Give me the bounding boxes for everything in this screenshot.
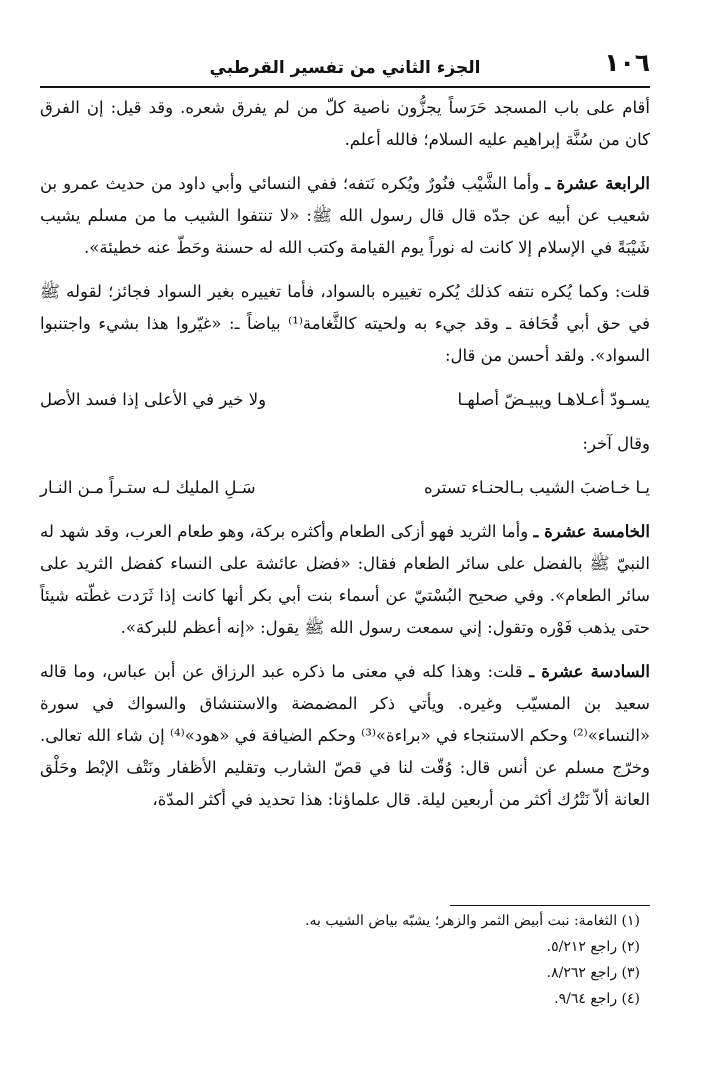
verse-2-first-hemistich: يـا خـاضبَ الشيب بـالحنـاء تستره	[424, 478, 650, 497]
footnote-rule	[450, 905, 650, 906]
paragraph-3: قلت: وكما يُكره نتفه كذلك يُكره تغييره بالسواد، فأما تغييره بغير السواد فجائز؛ لقوله ﷺ في حق أبي قُحَافة ـ وقد جيء به ولحيته كالثَّغامة⁽¹⁾ بياضاً ـ: «غيّروا هذا بشيء واجتنبوا السواد». ولقد أحسن من قال:	[40, 282, 650, 365]
verse-2-second-hemistich: سَـلِ المليك لـه ستـراً مـن النـار	[40, 478, 256, 497]
verse-1-second-hemistich: ولا خير في الأعلى إذا فسد الأصل	[40, 390, 267, 409]
footnote-4: (٤) راجع ٩/٦٤.	[554, 991, 640, 1007]
footnotes	[40, 908, 650, 1012]
page-number: ١٠٦	[604, 48, 650, 77]
footnote-3: (٣) راجع ٨/٢٦٢.	[546, 965, 640, 981]
paragraph-2	[40, 168, 650, 264]
page-header	[40, 48, 650, 88]
main-text	[40, 92, 650, 816]
header-rule	[40, 86, 650, 88]
paragraph-5	[40, 656, 650, 816]
paragraph-4-text: وأما الثريد فهو أزكى الطعام وأكثره بركة، وهو طعام العرب، وقد شهد له النبيّ ﷺ بالفضل على سائر الطعام فقال: «فضل عائشة على النساء كفضل الثريد على سائر الطعام». وفي صحيح البُسْتيّ عن أسماء بنت أبي بكر أنها كانت إذا ثَرَدت غطّته شيئاً حتى يذهب فَوْره وتقول: إني سمعت رسول الله ﷺ يقول: «إنه أعظم للبركة».	[40, 522, 650, 637]
paragraph-1: أقام على باب المسجد حَرَساً يجزُّون ناصية كلّ من لم يفرق شعره. وقد قيل: إن الفرق كان من سُنَّة إبراهيم عليه السلام؛ فالله أعلم.	[40, 98, 650, 149]
verse-1-first-hemistich: يسـودّ أعـلاهـا ويبيـضّ أصلهـا	[457, 390, 650, 409]
verse-2	[40, 472, 650, 504]
section-heading-14: الرابعة عشرة ـ	[545, 174, 650, 193]
paragraph-5-text: قلت: وهذا كله في معنى ما ذكره عبد الرزاق عن أبن عباس، وما قاله سعيد بن المسيّب وغيره. ويأتي ذكر المضمضة والاستنشاق والسواك في سورة «النساء»⁽²⁾ وحكم الاستنجاء في «براءة»⁽³⁾ وحكم الضيافة في «هود»⁽⁴⁾ إن شاء الله تعالى. وخرّج مسلم عن أنس قال: وُقّت لنا في قصّ الشارب وتقليم الأظفار ونَتْف الإبْط وحَلْق العانة ألاّ نَتْرُك أكثر من أربعين ليلة. قال علماؤنا: هذا تحديد في أكثر المدّة،	[40, 662, 650, 809]
section-heading-15: الخامسة عشرة ـ	[533, 522, 650, 541]
paragraph-2-text: وأما الشَّيْب فنُورٌ ويُكره نَتفه؛ ففي النسائي وأبي داود من حديث عمرو بن شعيب عن أبيه عن جدّه قال قال رسول الله ﷺ: «لا تنتفوا الشيب ما من مسلم يشيب شَيْبَةً في الإسلام إلا كانت له نوراً يوم القيامة وكتب الله له حسنة وحَطّ عنه خطيئة».	[40, 174, 650, 257]
another-said: وقال آخر:	[582, 434, 650, 453]
running-title: الجزء الثاني من تفسير القرطبي	[209, 58, 481, 78]
verse-1	[40, 384, 650, 416]
footnote-1: (١) الثغامة: نبت أبيض الثمر والزهر؛ يشبّه بياض الشيب به.	[305, 913, 640, 929]
paragraph-4	[40, 516, 650, 644]
footnote-2: (٢) راجع ٥/٢١٢.	[546, 939, 640, 955]
section-heading-16: السادسة عشرة ـ	[529, 662, 650, 681]
